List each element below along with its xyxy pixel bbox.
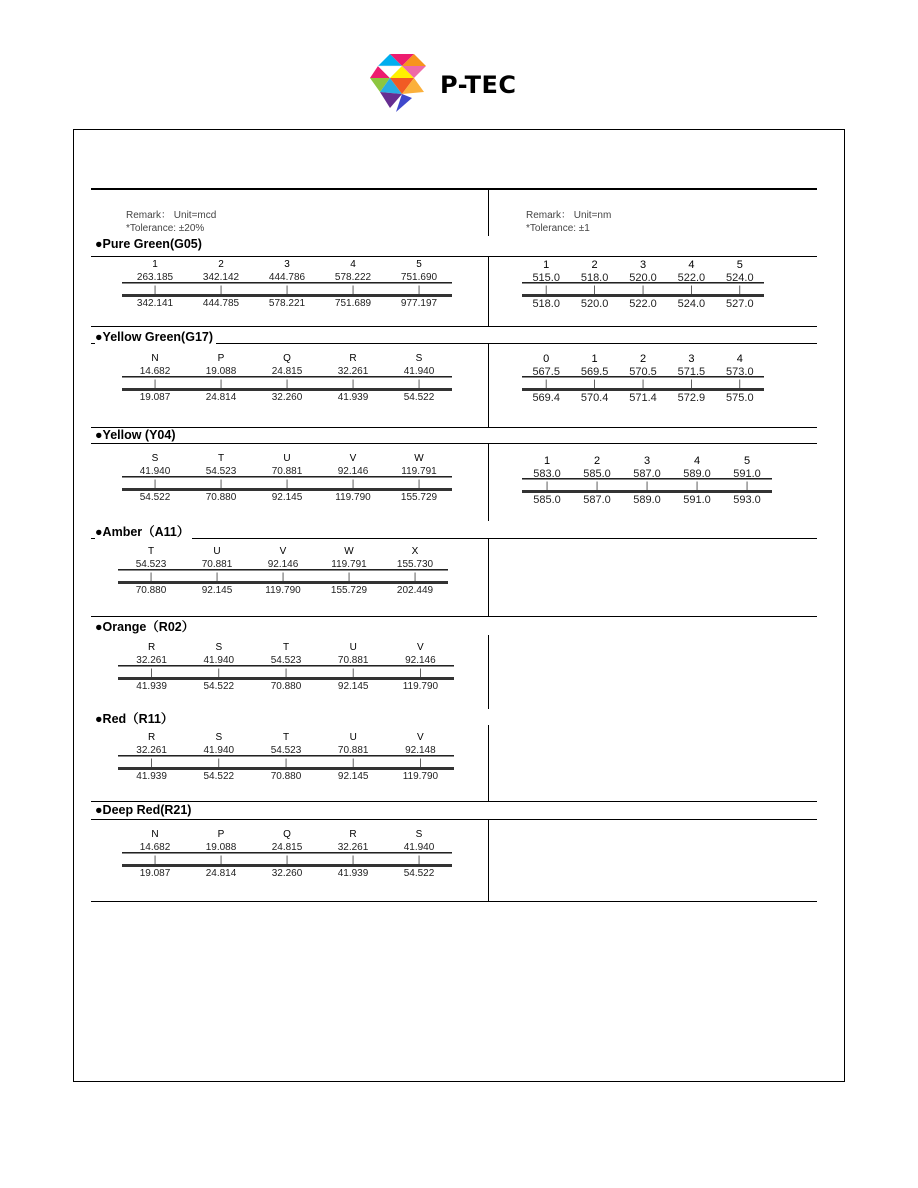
bin-range-separator: | — [690, 378, 693, 388]
bin-row-sep — [122, 853, 452, 864]
intensity-bin-table-red — [118, 732, 454, 781]
bin-range-separator: | — [595, 480, 599, 490]
bin-low-cell: 54.523 — [135, 559, 167, 570]
column-divider — [488, 725, 489, 801]
intensity-bin-table-amber — [118, 546, 448, 595]
bin-high-cell: 24.814 — [205, 868, 237, 879]
column-divider — [488, 256, 489, 326]
bin-row-highs — [522, 294, 764, 308]
bin-range-separator: | — [738, 284, 741, 294]
bin-low-cell: 32.261 — [337, 366, 369, 377]
bin-row-highs — [118, 581, 448, 595]
bin-code-cell: 1 — [543, 455, 551, 467]
bin-row-highs — [522, 388, 764, 402]
section-title-yellow: ●Yellow (Y04) — [95, 428, 179, 442]
bin-code-cell: 1 — [543, 259, 550, 271]
bin-high-cell: 32.260 — [271, 868, 303, 879]
section-rule — [91, 443, 817, 444]
bin-high-cell: 92.145 — [337, 681, 369, 692]
bin-high-cell: 70.880 — [270, 681, 302, 692]
bin-code-cell: P — [217, 353, 225, 364]
bin-range-separator: | — [593, 284, 596, 294]
column-divider — [488, 819, 489, 901]
bin-low-cell: 70.881 — [201, 559, 233, 570]
section-title-orange: ●Orange（R02） — [95, 617, 197, 635]
prism-logo-icon — [368, 52, 432, 114]
bin-range-separator: | — [153, 854, 157, 864]
remark-tolerance-nm: *Tolerance: ±1 — [526, 223, 590, 234]
bin-code-cell: 1 — [152, 259, 158, 270]
bin-row-codes — [522, 353, 764, 366]
bin-high-cell: 342.141 — [136, 298, 174, 309]
bin-row-lows — [118, 655, 454, 666]
bin-range-separator: | — [153, 478, 157, 488]
bin-range-separator: | — [545, 378, 548, 388]
bin-low-cell: 41.940 — [203, 655, 235, 666]
bin-code-cell: S — [151, 453, 159, 464]
column-divider — [488, 190, 489, 236]
bin-range-separator: | — [351, 478, 355, 488]
bin-code-cell: V — [417, 642, 424, 653]
section-rule — [91, 538, 817, 539]
wavelength-bin-table-pure-green — [522, 259, 764, 308]
bin-code-cell: 5 — [743, 455, 751, 467]
bin-code-cell: T — [282, 642, 290, 653]
bin-code-cell: U — [349, 642, 357, 653]
bin-code-cell: X — [411, 546, 419, 557]
bin-low-cell: 92.148 — [405, 745, 436, 756]
bin-high-cell: 569.4 — [532, 392, 560, 404]
bin-low-cell: 571.5 — [677, 366, 706, 378]
bin-code-cell: N — [151, 353, 159, 364]
bin-range-separator: | — [285, 478, 289, 488]
bin-high-cell: 518.0 — [532, 298, 560, 310]
bin-code-cell: R — [147, 642, 156, 653]
bin-code-cell: 5 — [416, 259, 422, 270]
remark-unit-mcd: Remark： Unit=mcd — [126, 210, 217, 221]
bin-code-cell: N — [151, 829, 159, 840]
bin-row-codes — [118, 546, 448, 559]
bin-row-lows — [122, 366, 452, 377]
bin-high-cell: 54.522 — [203, 681, 235, 692]
bin-range-separator: | — [641, 378, 645, 388]
bin-code-cell: Q — [283, 829, 291, 840]
bin-high-cell: 520.0 — [580, 298, 609, 310]
bin-range-separator: | — [219, 854, 223, 864]
remark-tolerance-mcd: *Tolerance: ±20% — [126, 223, 205, 234]
remark-unit-nm: Remark： Unit=nm — [526, 210, 612, 221]
bin-low-cell: 24.815 — [271, 366, 303, 377]
column-divider — [488, 343, 489, 427]
bin-row-codes — [122, 353, 452, 366]
bin-high-cell: 41.939 — [337, 392, 369, 403]
bin-code-cell: 3 — [639, 259, 647, 271]
bin-low-cell: 444.786 — [268, 272, 306, 283]
bin-low-cell: 32.261 — [136, 655, 167, 666]
bin-low-cell: 155.730 — [396, 559, 434, 570]
intensity-bin-table-deep-red — [122, 829, 452, 878]
bin-row-sep — [522, 377, 764, 388]
bin-range-separator: | — [351, 854, 355, 864]
bin-row-sep — [118, 756, 454, 767]
bin-low-cell: 54.523 — [270, 655, 302, 666]
bin-row-lows — [118, 745, 454, 756]
bin-low-cell: 32.261 — [136, 745, 167, 756]
bin-low-cell: 54.523 — [205, 466, 237, 477]
bin-code-cell: U — [283, 453, 291, 464]
bin-code-cell: Q — [283, 353, 291, 364]
bin-code-cell: W — [344, 546, 354, 557]
section-rule — [91, 427, 817, 428]
bin-row-lows — [522, 468, 772, 479]
bin-code-cell: S — [415, 353, 423, 364]
bin-low-cell: 92.146 — [267, 559, 299, 570]
bin-row-lows — [122, 842, 452, 853]
bin-code-cell: V — [349, 453, 357, 464]
section-rule — [91, 616, 817, 617]
section-rule — [91, 901, 817, 902]
bin-range-separator: | — [641, 284, 645, 294]
section-title-deep-red: ●Deep Red(R21) — [95, 803, 194, 817]
bin-code-cell: T — [147, 546, 155, 557]
bin-code-cell: P — [217, 829, 225, 840]
bin-code-cell: 2 — [593, 455, 601, 467]
bin-code-cell: U — [349, 732, 357, 743]
bin-high-cell: 587.0 — [583, 494, 611, 506]
bin-range-separator: | — [217, 667, 220, 677]
bin-code-cell: 2 — [639, 353, 647, 365]
bin-row-codes — [522, 455, 772, 468]
bin-row-sep — [122, 477, 452, 488]
bin-range-separator: | — [153, 284, 157, 294]
bin-row-sep — [522, 479, 772, 490]
bin-low-cell: 119.791 — [401, 466, 437, 477]
bin-low-cell: 32.261 — [337, 842, 369, 853]
bin-low-cell: 569.5 — [580, 366, 609, 378]
bin-code-cell: U — [213, 546, 221, 557]
bin-row-sep — [122, 283, 452, 294]
bin-row-highs — [122, 488, 452, 502]
bin-high-cell: 575.0 — [726, 392, 754, 404]
bin-high-cell: 119.790 — [402, 681, 439, 692]
section-title-pure-green: ●Pure Green(G05) — [95, 237, 205, 251]
column-divider — [488, 443, 489, 521]
bin-high-cell: 19.087 — [139, 868, 171, 879]
header-rule — [91, 188, 817, 190]
section-title-amber: ●Amber（A11） — [95, 522, 192, 540]
bin-low-cell: 567.5 — [532, 366, 560, 378]
bin-row-codes — [118, 642, 454, 655]
bin-range-separator: | — [417, 284, 421, 294]
bin-code-cell: 4 — [736, 353, 743, 365]
bin-code-cell: 4 — [693, 455, 701, 467]
bin-row-highs — [118, 767, 454, 781]
bin-range-separator: | — [219, 478, 223, 488]
bin-row-highs — [122, 388, 452, 402]
bin-low-cell: 585.0 — [583, 468, 611, 480]
wavelength-bin-table-yellow-green — [522, 353, 764, 402]
bin-range-separator: | — [219, 284, 223, 294]
bin-high-cell: 41.939 — [136, 681, 167, 692]
bin-high-cell: 119.790 — [335, 492, 371, 503]
bin-high-cell: 977.197 — [400, 298, 438, 309]
bin-row-lows — [522, 366, 764, 377]
bin-low-cell: 14.682 — [139, 842, 171, 853]
bin-high-cell: 92.145 — [271, 492, 303, 503]
bin-low-cell: 24.815 — [271, 842, 303, 853]
bin-high-cell: 593.0 — [733, 494, 761, 506]
bin-range-separator: | — [351, 378, 355, 388]
bin-high-cell: 119.790 — [265, 585, 301, 596]
logo-text: P-TEC — [440, 71, 517, 99]
bin-row-highs — [522, 490, 772, 504]
bin-range-separator: | — [419, 667, 422, 677]
bin-range-separator: | — [150, 757, 153, 767]
bin-code-cell: 2 — [591, 259, 598, 271]
intensity-bin-table-yellow-green — [122, 353, 452, 402]
bin-range-separator: | — [419, 757, 422, 767]
bin-low-cell: 14.682 — [139, 366, 171, 377]
bin-high-cell: 70.880 — [270, 771, 302, 782]
bin-row-sep — [118, 666, 454, 677]
bin-low-cell: 70.881 — [337, 745, 369, 756]
bin-range-separator: | — [413, 571, 417, 581]
bin-code-cell: S — [215, 642, 223, 653]
bin-row-codes — [122, 453, 452, 466]
bin-low-cell: 70.881 — [337, 655, 369, 666]
bin-low-cell: 41.940 — [403, 366, 435, 377]
section-rule — [91, 801, 817, 802]
bin-row-codes — [522, 259, 764, 272]
bin-row-highs — [122, 864, 452, 878]
bin-range-separator: | — [352, 757, 355, 767]
bin-high-cell: 54.522 — [403, 392, 435, 403]
bin-low-cell: 41.940 — [139, 466, 171, 477]
bin-row-highs — [118, 677, 454, 691]
bin-range-separator: | — [417, 854, 421, 864]
bin-high-cell: 70.880 — [205, 492, 237, 503]
bin-high-cell: 155.729 — [400, 492, 438, 503]
bin-range-separator: | — [738, 378, 741, 388]
bin-low-cell: 518.0 — [580, 272, 609, 284]
bin-range-separator: | — [153, 378, 157, 388]
bin-row-lows — [118, 559, 448, 570]
bin-high-cell: 570.4 — [580, 392, 609, 404]
section-rule — [91, 326, 817, 327]
bin-low-cell: 92.146 — [405, 655, 436, 666]
p-tec-logo — [368, 52, 550, 114]
bin-row-sep — [118, 570, 448, 581]
bin-row-codes — [122, 259, 452, 272]
bin-code-cell: 4 — [350, 259, 356, 270]
bin-high-cell: 19.087 — [139, 392, 171, 403]
bin-range-separator: | — [690, 284, 693, 294]
bin-code-cell: 3 — [284, 259, 290, 270]
bin-range-separator: | — [284, 757, 288, 767]
bin-row-sep — [122, 377, 452, 388]
section-title-red: ●Red（R11） — [95, 709, 176, 727]
bin-high-cell: 585.0 — [533, 494, 561, 506]
bin-high-cell: 24.814 — [205, 392, 237, 403]
bin-high-cell: 70.880 — [135, 585, 167, 596]
bin-range-separator: | — [417, 378, 421, 388]
bin-range-separator: | — [745, 480, 749, 490]
bin-high-cell: 589.0 — [633, 494, 661, 506]
bin-range-separator: | — [215, 571, 219, 581]
bin-low-cell: 263.185 — [136, 272, 174, 283]
bin-low-cell: 591.0 — [733, 468, 761, 480]
bin-code-cell: V — [279, 546, 287, 557]
bin-high-cell: 591.0 — [683, 494, 711, 506]
bin-range-separator: | — [217, 757, 220, 767]
bin-low-cell: 19.088 — [205, 366, 237, 377]
bin-high-cell: 54.522 — [403, 868, 435, 879]
bin-low-cell: 70.881 — [271, 466, 303, 477]
section-title-yellow-green: ●Yellow Green(G17) — [95, 330, 216, 344]
bin-code-cell: R — [349, 353, 357, 364]
section-rule — [91, 256, 817, 257]
bin-range-separator: | — [347, 571, 351, 581]
bin-row-lows — [122, 466, 452, 477]
bin-code-cell: T — [282, 732, 290, 743]
bin-code-cell: R — [147, 732, 156, 743]
bin-row-lows — [522, 272, 764, 283]
bin-code-cell: S — [415, 829, 423, 840]
bin-low-cell: 119.791 — [331, 559, 367, 570]
section-rule — [91, 819, 817, 820]
bin-code-cell: 4 — [688, 259, 695, 271]
bin-range-separator: | — [352, 667, 355, 677]
bin-code-cell: 0 — [543, 353, 550, 365]
bin-low-cell: 751.690 — [400, 272, 438, 283]
bin-range-separator: | — [545, 480, 549, 490]
bin-low-cell: 520.0 — [629, 272, 657, 284]
bin-row-codes — [118, 732, 454, 745]
bin-range-separator: | — [593, 378, 596, 388]
bin-low-cell: 92.146 — [337, 466, 369, 477]
bin-range-separator: | — [285, 284, 289, 294]
bin-code-cell: V — [417, 732, 424, 743]
bin-code-cell: 5 — [736, 259, 743, 271]
bin-row-lows — [122, 272, 452, 283]
bin-high-cell: 92.145 — [201, 585, 233, 596]
bin-code-cell: 1 — [591, 353, 598, 365]
bin-low-cell: 19.088 — [205, 842, 237, 853]
column-divider — [488, 538, 489, 616]
bin-code-cell: 2 — [218, 259, 224, 270]
bin-range-separator: | — [281, 571, 285, 581]
bin-low-cell: 522.0 — [677, 272, 706, 284]
bin-range-separator: | — [351, 284, 355, 294]
bin-low-cell: 54.523 — [270, 745, 302, 756]
bin-row-codes — [122, 829, 452, 842]
bin-high-cell: 119.790 — [402, 771, 439, 782]
bin-high-cell: 572.9 — [677, 392, 706, 404]
bin-range-separator: | — [645, 480, 649, 490]
bin-high-cell: 32.260 — [271, 392, 303, 403]
bin-code-cell: T — [217, 453, 225, 464]
bin-high-cell: 578.221 — [268, 298, 306, 309]
bin-code-cell: 3 — [643, 455, 651, 467]
bin-low-cell: 524.0 — [726, 272, 754, 284]
bin-range-separator: | — [285, 378, 289, 388]
bin-low-cell: 41.940 — [403, 842, 435, 853]
bin-low-cell: 573.0 — [726, 366, 754, 378]
bin-low-cell: 578.222 — [334, 272, 372, 283]
bin-range-separator: | — [219, 378, 223, 388]
bin-code-cell: S — [215, 732, 223, 743]
bin-high-cell: 524.0 — [677, 298, 706, 310]
bin-range-separator: | — [417, 478, 421, 488]
column-divider — [488, 635, 489, 709]
bin-high-cell: 571.4 — [629, 392, 657, 404]
bin-high-cell: 444.785 — [202, 298, 240, 309]
bin-high-cell: 54.522 — [139, 492, 171, 503]
bin-range-separator: | — [695, 480, 699, 490]
intensity-bin-table-pure-green — [122, 259, 452, 308]
bin-high-cell: 41.939 — [337, 868, 369, 879]
bin-row-sep — [522, 283, 764, 294]
bin-code-cell: 3 — [688, 353, 695, 365]
bin-range-separator: | — [284, 667, 288, 677]
bin-high-cell: 202.449 — [396, 585, 434, 596]
bin-high-cell: 54.522 — [203, 771, 235, 782]
intensity-bin-table-orange — [118, 642, 454, 691]
bin-low-cell: 342.142 — [202, 272, 240, 283]
wavelength-bin-table-yellow — [522, 455, 772, 504]
bin-low-cell: 589.0 — [683, 468, 711, 480]
intensity-bin-table-yellow — [122, 453, 452, 502]
bin-low-cell: 570.5 — [629, 366, 657, 378]
bin-low-cell: 587.0 — [633, 468, 661, 480]
bin-high-cell: 527.0 — [726, 298, 754, 310]
bin-high-cell: 522.0 — [629, 298, 657, 310]
bin-code-cell: W — [414, 453, 424, 464]
bin-range-separator: | — [285, 854, 289, 864]
bin-range-separator: | — [545, 284, 548, 294]
bin-range-separator: | — [149, 571, 153, 581]
bin-range-separator: | — [150, 667, 153, 677]
bin-high-cell: 751.689 — [334, 298, 372, 309]
bin-code-cell: R — [349, 829, 357, 840]
bin-high-cell: 41.939 — [136, 771, 167, 782]
bin-high-cell: 155.729 — [330, 585, 368, 596]
bin-high-cell: 92.145 — [337, 771, 369, 782]
bin-low-cell: 583.0 — [533, 468, 561, 480]
bin-row-highs — [122, 294, 452, 308]
bin-low-cell: 41.940 — [203, 745, 235, 756]
bin-low-cell: 515.0 — [532, 272, 560, 284]
